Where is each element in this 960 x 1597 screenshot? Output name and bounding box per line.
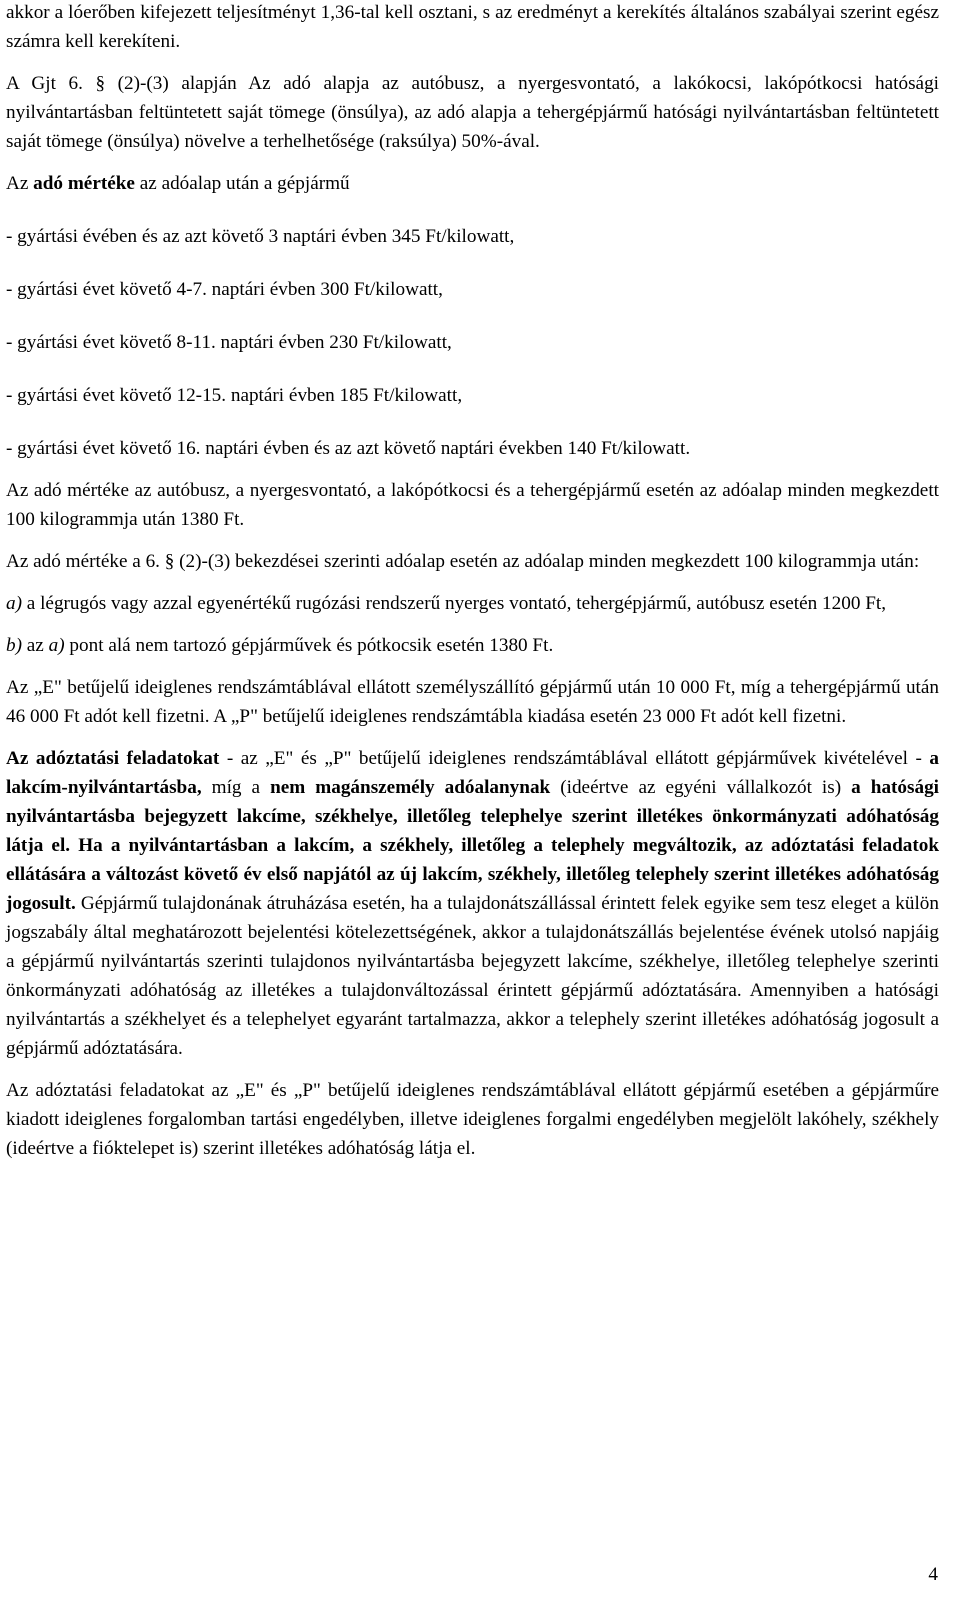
paragraph-tax-base: A Gjt 6. § (2)-(3) alapján Az adó alapja az autóbusz, a nyergesvontató, a lakókocsi, lakópótkocsi hatósági nyilvántartásban feltüntetett saját tömege (önsúlya), az adó alapja a tehergépjármű hatósági nyilvántartásban feltüntetett saját tömege (önsúlya) növelve a terhelhetősége (raksúlya) 50%-ával. bbox=[6, 73, 939, 152]
rate-item-4: - gyártási évet követő 12-15. naptári évben 185 Ft/kilowatt, bbox=[6, 385, 463, 406]
text-run: (ideértve az egyéni vállalkozót is) bbox=[550, 777, 852, 798]
rate-item-5: - gyártási évet követő 16. naptári évben és az azt követő naptári években 140 Ft/kilowatt. bbox=[6, 438, 691, 459]
bold-run: a lakcím-nyilvántartásba, bbox=[6, 748, 940, 798]
bold-run: Az adóztatási feladatokat bbox=[6, 748, 220, 769]
text-run: míg a bbox=[201, 777, 271, 798]
paragraph-item-b bbox=[6, 631, 939, 660]
paragraph-temporary-plate-authority: Az adóztatási feladatokat az „E" és „P" betűjelű ideiglenes rendszámtáblával ellátott gépjármű esetében a gépjárműre kiadott ideiglenes forgalomban tartási engedélyben, illetve ideiglenes forgalmi engedélyben megjelölt lakóhely, székhely (ideértve a fióktelepet is) szerint illetékes adóhatóság látja el. bbox=[6, 1080, 939, 1159]
item-reference-a: a) bbox=[48, 635, 65, 656]
text-run: Az bbox=[6, 173, 34, 194]
paragraph-item-a bbox=[6, 589, 939, 618]
text-run: pont alá nem tartozó gépjárművek és pótkocsik esetén 1380 Ft. bbox=[64, 635, 554, 656]
bold-run: a hatósági nyilvántartásba bejegyzett lakcíme, székhelye, illetőleg telephelye szerint illetékes önkormányzati adóhatóság látja el. Ha a nyilvántartásban a lakcím, a székhely, illetőleg a telephely megváltozik, az adóztatási feladatok ellátására a változást követő év első napjától az új lakcím, székhely, illetőleg telephely szerint illetékes adóhatóság jogosult. bbox=[6, 777, 940, 914]
rate-item-2: - gyártási évet követő 4-7. naptári évben 300 Ft/kilowatt, bbox=[6, 279, 443, 300]
text-run: - az „E" és „P" betűjelű ideiglenes rendszámtáblával ellátott gépjárművek kivételével - bbox=[219, 748, 930, 769]
paragraph-temporary-plates: Az „E" betűjelű ideiglenes rendszámtáblával ellátott személyszállító gépjármű után 10 000 Ft, míg a tehergépjármű után 46 000 Ft adót kell fizetni. A „P" betűjelű ideiglenes rendszámtábla kiadása esetén 23 000 Ft adót kell fizetni. bbox=[6, 677, 939, 727]
paragraph-tax-rate-intro bbox=[6, 169, 939, 198]
paragraph-section-rate: Az adó mértéke a 6. § (2)-(3) bekezdései szerinti adóalap esetén az adóalap minden megkezdett 100 kilogrammja után: bbox=[6, 551, 920, 572]
text-run: az bbox=[21, 635, 49, 656]
bold-run: nem magánszemély adóalanynak bbox=[270, 777, 551, 798]
rate-item-3: - gyártási évet követő 8-11. naptári évben 230 Ft/kilowatt, bbox=[6, 332, 452, 353]
item-label-a: a) bbox=[6, 593, 22, 614]
page-number: 4 bbox=[928, 1564, 938, 1585]
rate-item-1: - gyártási évében és az azt követő 3 naptári évben 345 Ft/kilowatt, bbox=[6, 226, 515, 247]
text-run: az adóalap után a gépjármű bbox=[134, 173, 350, 194]
document-page bbox=[6, 0, 939, 1176]
text-run: Gépjármű tulajdonának átruházása esetén, ha a tulajdonátszállással érintett felek egyike sem tesz eleget a külön jogszabály által meghatározott bejelentési kötelezettségének, akkor a tulajdonátszállás bejelentése évének utolsó napjáig a gépjármű nyilvántartás szerinti tulajdonos nyilvántartásba bejegyzett lakcíme, székhelye, illetőleg telephelye szerinti önkormányzati adóhatóság az illetékes a tulajdonváltozással érintett gépjármű adóztatására. Amennyiben a hatósági nyilvántartás a székhelyet és a telephelyet egyaránt tartalmazza, akkor a telephely szerint illetékes adóhatóság jogosult a gépjármű adóztatására. bbox=[6, 893, 939, 1059]
text-run: a légrugós vagy azzal egyenértékű rugózási rendszerű nyerges vontató, tehergépjármű, autóbusz esetén 1200 Ft, bbox=[21, 593, 887, 614]
paragraph-bus-rate: Az adó mértéke az autóbusz, a nyergesvontató, a lakópótkocsi és a tehergépjármű esetén az adóalap minden megkezdett 100 kilogrammja után 1380 Ft. bbox=[6, 480, 939, 530]
paragraph-tax-authority bbox=[6, 744, 939, 1063]
item-label-b: b) bbox=[6, 635, 22, 656]
paragraph-rounding: akkor a lóerőben kifejezett teljesítményt 1,36-tal kell osztani, s az eredményt a kerekítés általános szabályai szerint egész számra kell kerekíteni. bbox=[6, 2, 939, 52]
bold-term-tax-rate: adó mértéke bbox=[33, 173, 135, 194]
